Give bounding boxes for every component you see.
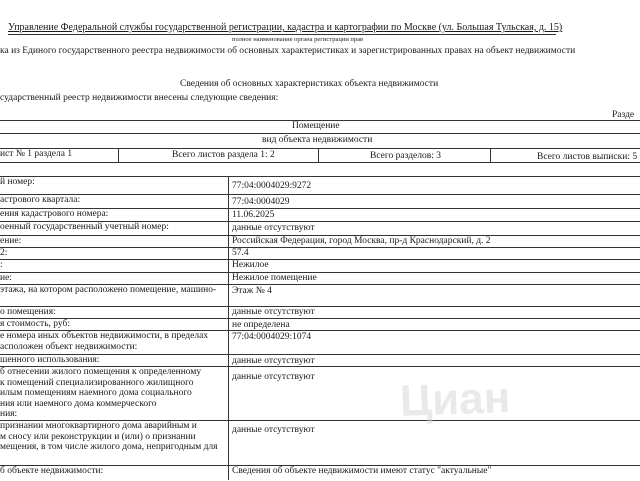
row-label: шенного использования: xyxy=(0,355,100,365)
total-sheets-extract: Всего листов выписки: 5 xyxy=(537,152,638,162)
total-sheets-section: Всего листов раздела 1: 2 xyxy=(172,150,275,160)
row-value: 77:04:0004029:1074 xyxy=(232,332,312,342)
row-label: ение: xyxy=(0,236,22,246)
agency-name: Управление Федеральной службы государственной регистрации, кадастра и картографии по Москве (ул. Большая Тульская, д. 15) xyxy=(8,22,563,33)
row-label: я стоимость, руб: xyxy=(0,319,70,329)
row-label: астрового квартала: xyxy=(0,195,81,205)
row-label: ния: xyxy=(0,409,18,419)
row-value: Сведения об объекте недвижимости имеют статус "актуальные" xyxy=(232,466,492,476)
row-value: не определена xyxy=(232,320,290,330)
row-value: данные отсутствуют xyxy=(232,223,315,233)
row-label: признании многоквартирного дома аварийным и xyxy=(0,421,197,431)
row-value: 77:04:0004029 xyxy=(232,197,290,207)
row-label: к помещений специализированного жилищного xyxy=(0,377,194,388)
object-type: Помещение xyxy=(292,121,340,131)
table-row xyxy=(0,194,640,209)
extract-title: ка из Единого государственного реестра недвижимости об основных характеристиках и зарегистрированных правах на объект недвижимости xyxy=(0,46,576,56)
row-label: б объекте недвижимости: xyxy=(0,466,104,476)
row-label: й номер: xyxy=(0,177,35,187)
row-label: оенный государственный учетный номер: xyxy=(0,222,169,232)
row-value: данные отсутствуют xyxy=(232,372,315,382)
row-value: данные отсутствуют xyxy=(232,425,315,435)
row-value: Нежилое xyxy=(232,260,269,270)
row-label: ения кадастрового номера: xyxy=(0,209,109,219)
intro-text: сударственный реестр недвижимости внесены следующие сведения: xyxy=(0,93,279,103)
row-value: данные отсутствуют xyxy=(232,307,315,317)
row-label: асположен объект недвижимости: xyxy=(0,341,138,352)
row-label: : xyxy=(0,260,3,270)
row-label: е номера иных объектов недвижимости, в пределах xyxy=(0,331,209,341)
section-label: Разде xyxy=(612,110,635,120)
row-label: о помещения: xyxy=(0,307,56,317)
object-type-caption: вид объекта недвижимости xyxy=(262,135,373,145)
row-value: 77:04:0004029:9272 xyxy=(232,181,312,191)
row-value: данные отсутствуют xyxy=(232,356,315,366)
row-value: Этаж № 4 xyxy=(232,286,272,296)
total-sections: Всего разделов: 3 xyxy=(370,151,442,161)
section-title: Сведения об основных характеристиках объекта недвижимости xyxy=(180,79,439,89)
agency-caption: полное наименование органа регистрации прав xyxy=(232,36,364,43)
row-value: Нежилое помещение xyxy=(232,273,317,283)
row-label: илым помещениям наемного дома социального xyxy=(0,388,192,398)
watermark-logo: Циан xyxy=(399,373,512,426)
row-value: 57.4 xyxy=(232,248,249,258)
table-row xyxy=(0,176,640,195)
row-label: 2: xyxy=(0,248,8,258)
row-value: Российская Федерация, город Москва, пр-д Краснодарский, д. 2 xyxy=(232,236,491,246)
row-label: этажа, на котором расположено помещение, машино- xyxy=(0,285,217,295)
row-label: м сносу или реконструкции и (или) о признании xyxy=(0,431,196,442)
row-label: мещения, в том числе жилого дома, непригодным для xyxy=(0,442,218,452)
sheet-number: ист № 1 раздела 1 xyxy=(0,149,73,159)
row-label: ие: xyxy=(0,273,12,283)
row-value: 11.06.2025 xyxy=(232,210,275,220)
row-label: б отнесении жилого помещения к определенному xyxy=(0,367,202,377)
table-row xyxy=(0,259,640,273)
row-label: ния или наемного дома коммерческого xyxy=(0,398,157,409)
